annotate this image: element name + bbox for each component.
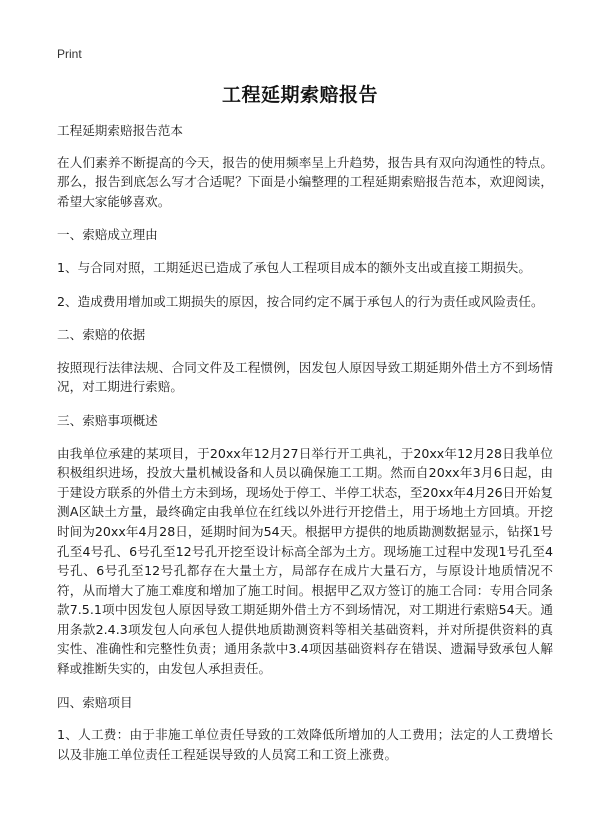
intro-paragraph: 在人们素养不断提高的今天，报告的使用频率呈上升趋势，报告具有双向沟通性的特点。那么，报告到底怎么写才合适呢？下面是小编整理的工程延期索赔报告范本，欢迎阅读，希望大家能够喜欢。 xyxy=(57,154,553,209)
section-heading-basis: 二、索赔的依据 xyxy=(57,327,146,343)
document-subtitle: 工程延期索赔报告范本 xyxy=(57,123,183,138)
section-heading-overview: 三、索赔事项概述 xyxy=(57,412,158,428)
claim-item-1: 1、人工费：由于非施工单位责任导致的工效降低所增加的人工费用；法定的人工费增长以及非施工单位责任工程延误导致的人员窝工和工资上涨费。 xyxy=(57,727,553,762)
section-heading-reasons: 一、索赔成立理由 xyxy=(57,227,158,243)
reason-item-2: 2、造成费用增加或工期损失的原因，按合同约定不属于承包人的行为责任或风险责任。 xyxy=(57,293,544,309)
overview-paragraph: 由我单位承建的某项目，于20xx年12月27日举行开工典礼，于20xx年12月28日我单位积极组织进场，投放大量机械设备和人员以确保施工工期。然而自20xx年3月6日起，由于建设方联系的外借土方未到场，现场处于停工、半停工状态，至20xx年4月26日开始复测A区缺土方量，最终确定由我单位在红线以外进行开挖借土，用于场地土方回填。开挖时间为20xx年4月28日，延期时间为54天。根据甲方提供的地质勘测数据显示，钻探1号孔至4号孔、6号孔至12号孔开挖至设计标高全部为土方。现场施工过程中发现1号孔至4号孔、6号孔至12号孔都存在大量土方，局部存在成片大量石方，与原设计地质情况不符，从而增大了施工难度和增加了施工时间。根据甲乙双方签订的施工合同：专用合同条款7.5.1项中因发包人原因导致工期延期外借土方不到场情况，对工期进行索赔54天。通用条款2.4.3项发包人向承包人提供地质勘测资料等相关基础资料，并对所提供资料的真实性、准确性和完整性负责；通用条款中3.4项因基础资料存在错误、遗漏导致承包人解释或推断失实的，由发包人承担责任。 xyxy=(57,445,553,677)
page-title: 工程延期索赔报告 xyxy=(221,84,378,106)
print-label[interactable]: Print xyxy=(57,47,82,61)
reason-item-1: 1、与合同对照，工期延迟已造成了承包人工程项目成本的额外支出或直接工期损失。 xyxy=(57,259,531,275)
basis-paragraph: 按照现行法律法规、合同文件及工程惯例，因发包人原因导致工期延期外借土方不到场情况，对工期进行索赔。 xyxy=(57,359,553,395)
section-heading-items: 四、索赔项目 xyxy=(57,694,133,710)
document-body xyxy=(57,121,553,778)
